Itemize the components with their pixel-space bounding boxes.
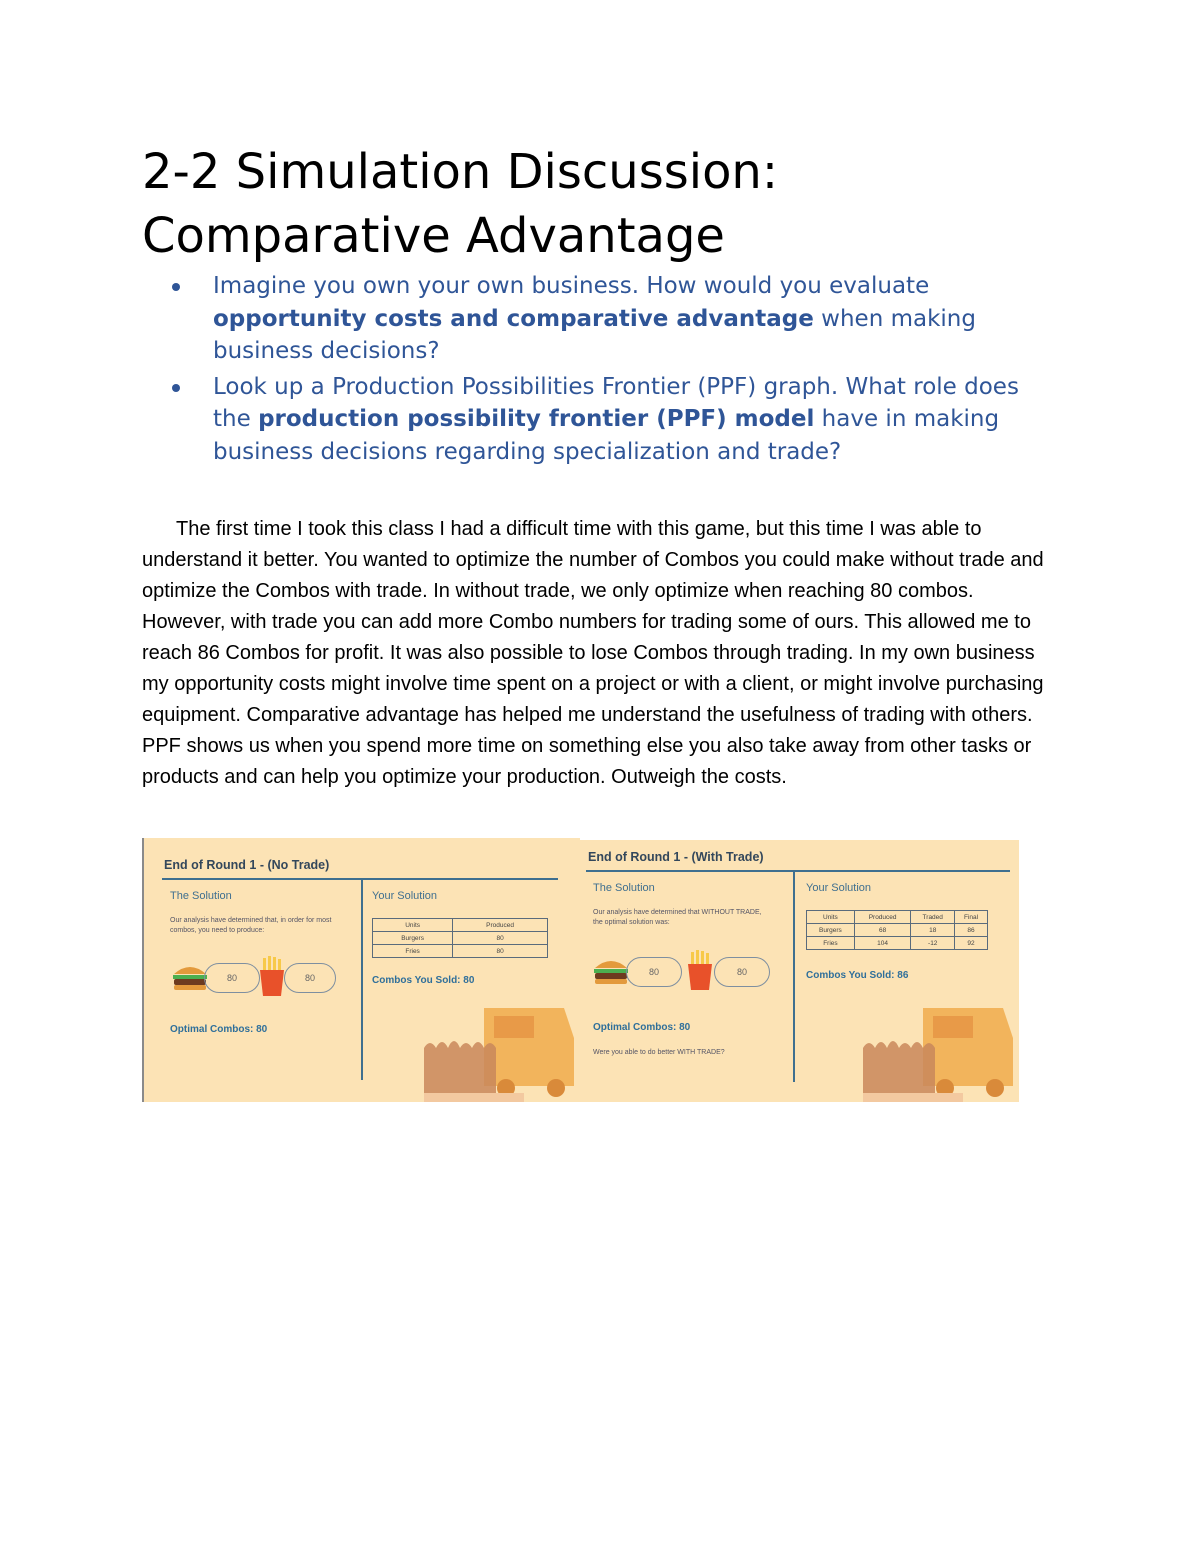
table-cell: Burgers [807, 924, 855, 937]
table-cell: 92 [955, 937, 988, 950]
fries-value-box: 80 [284, 963, 336, 993]
title-line-1: 2-2 Simulation Discussion: [142, 144, 779, 200]
screenshot-no-trade [142, 838, 580, 1102]
your-solution-heading: Your Solution [806, 882, 872, 894]
optimal-combos: Optimal Combos: 80 [170, 1024, 268, 1035]
prompt-list [172, 270, 1062, 471]
table-cell: Fries [807, 937, 855, 950]
table-row [807, 924, 988, 937]
table-cell: 18 [911, 924, 955, 937]
results-table [372, 918, 548, 958]
table-cell: 80 [453, 932, 548, 945]
table-row [373, 932, 548, 945]
divider [162, 878, 558, 880]
divider [793, 872, 795, 1082]
table-cell: 68 [854, 924, 911, 937]
table-cell: -12 [911, 937, 955, 950]
response-paragraph: The first time I took this class I had a difficult time with this game, but this time I was able to understand it better. You wanted to optimize the number of Combos you could make without trade and optimize the Combos with trade. In without trade, we only optimize when reaching 80 combos. However, with trade you can add more Combo numbers for trading some of ours. This allowed me to reach 86 Combos for profit. It was also possible to lose Combos through trading. In my own business my opportunity costs might involve time spent on a project or with a client, or might involve purchasing equipment. Comparative advantage has helped me understand the usefulness of trading with others. PPF shows us when you spend more time on something else you also take away from other tasks or products and can help you optimize your production. Outweigh the costs. [142, 518, 1044, 788]
fries-value-box: 80 [714, 957, 770, 987]
trade-question: Were you able to do better WITH TRADE? [593, 1049, 725, 1056]
table-row [373, 945, 548, 958]
table-cell: 86 [955, 924, 988, 937]
prompt-item-1: Imagine you own your own business. How would you evaluate opportunity costs and comparative advantage when making business decisions? [172, 270, 1062, 368]
screenshot-with-trade [578, 840, 1019, 1102]
your-solution-heading: Your Solution [372, 890, 438, 902]
combos-sold: Combos You Sold: 80 [372, 975, 475, 986]
prompt-item-2: Look up a Production Possibilities Frontier (PPF) graph. What role does the production possibility frontier (PPF) model have in making business decisions regarding specialization and trade? [172, 371, 1062, 469]
optimal-combos: Optimal Combos: 80 [593, 1022, 691, 1033]
bullet-icon [172, 384, 180, 392]
bullet-icon [172, 283, 180, 291]
table-row [807, 937, 988, 950]
table-cell: 80 [453, 945, 548, 958]
food-truck-crowd-illustration [424, 998, 580, 1102]
header-cell: Final [955, 911, 988, 924]
results-table [806, 910, 988, 950]
table-header-row [373, 919, 548, 932]
header-cell: Units [373, 919, 453, 932]
table-cell: Burgers [373, 932, 453, 945]
header-cell: Produced [453, 919, 548, 932]
burger-icon [591, 954, 631, 988]
table-cell: 104 [854, 937, 911, 950]
divider [361, 880, 363, 1080]
header-cell: Produced [854, 911, 911, 924]
table-cell: Fries [373, 945, 453, 958]
burger-value-box: 80 [204, 963, 260, 993]
header-cell: Units [807, 911, 855, 924]
burger-value-box: 80 [626, 957, 682, 987]
panel-title: End of Round 1 - (No Trade) [164, 858, 330, 872]
document-title [142, 140, 1102, 268]
panel-title: End of Round 1 - (With Trade) [588, 850, 764, 864]
title-line-2: Comparative Advantage [142, 208, 725, 264]
solution-heading: The Solution [593, 882, 655, 894]
fries-icon [684, 950, 716, 992]
table-header-row [807, 911, 988, 924]
solution-heading: The Solution [170, 890, 232, 902]
combos-sold: Combos You Sold: 86 [806, 970, 909, 981]
food-truck-crowd-illustration [863, 998, 1019, 1102]
header-cell: Traded [911, 911, 955, 924]
divider [586, 870, 1010, 872]
solution-text: Our analysis have determined that, in order for most combos, you need to produce: [170, 917, 332, 934]
solution-text: Our analysis have determined that WITHOUT TRADE, the optimal solution was: [593, 909, 762, 926]
